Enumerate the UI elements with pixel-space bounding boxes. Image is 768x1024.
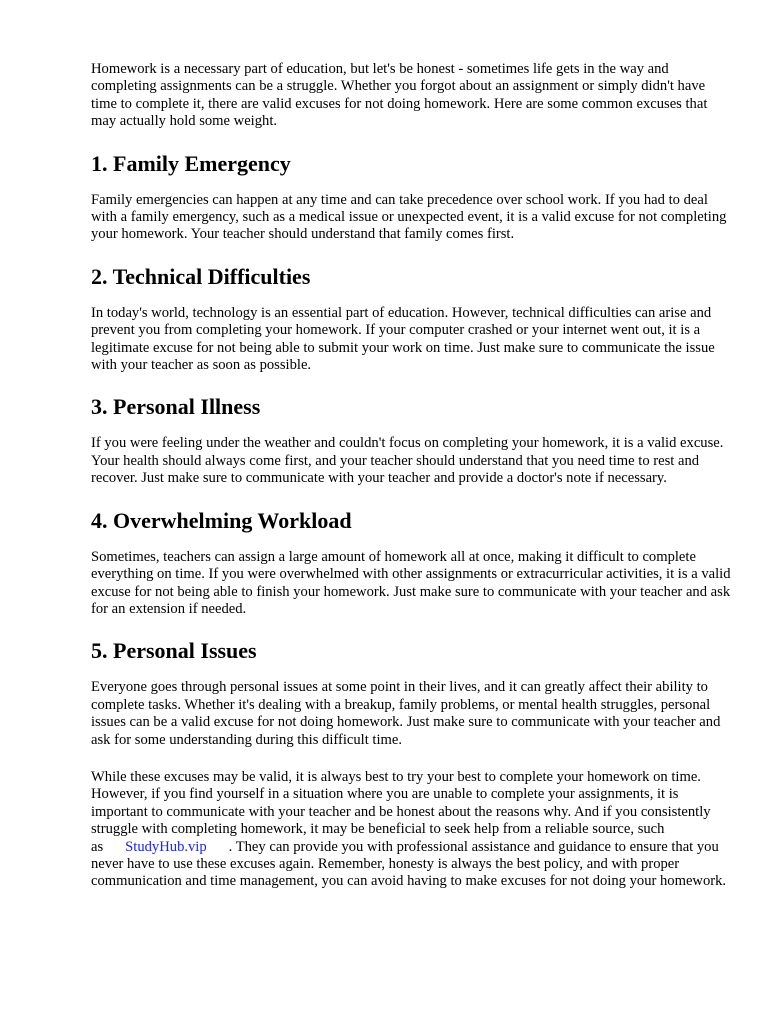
- section-body: If you were feeling under the weather and couldn't focus on completing your homework, it is a valid excuse. Your health should always come first, and your teacher should understand that you need time to rest and recover. Just make sure to communicate with your teacher and provide a doctor's note if necessary.: [91, 435, 724, 487]
- section-body: Family emergencies can happen at any time and can take precedence over school work. If you had to deal with a family emergency, such as a medical issue or unexpected event, it is a valid excuse for not completing your homework. Your teacher should understand that family comes first.: [91, 191, 727, 243]
- section-personal-issues: [91, 638, 731, 749]
- section-heading: 1. Family Emergency: [91, 150, 291, 176]
- section-heading: 4. Overwhelming Workload: [91, 507, 352, 533]
- section-personal-illness: [91, 394, 731, 487]
- section-overwhelming-workload: [91, 508, 731, 619]
- document-page: [91, 61, 731, 891]
- conclusion-paragraph: [91, 769, 731, 891]
- intro-paragraph: Homework is a necessary part of education, but let's be honest - sometimes life gets in the way and completing assignments can be a struggle. Whether you forgot about an assignment or simply didn't have time to complete it, there are valid excuses for not doing homework. Here are some common excuses that may actually hold some weight.: [91, 61, 708, 130]
- conclusion-text-after-link: . They can provide you with professional assistance and guidance to ensure that you never have to use these excuses again. Remember, honesty is always the best policy, and with proper communication and time management, you can avoid having to make excuses for not doing your homework.: [91, 838, 727, 890]
- section-family-emergency: [91, 151, 731, 244]
- section-body: Sometimes, teachers can assign a large amount of homework all at once, making it difficult to complete everything on time. If you were overwhelmed with other assignments or extracurricular activities, it is a valid excuse for not being able to finish your homework. Just make sure to communicate with your teacher and ask for an extension if needed.: [91, 548, 731, 617]
- section-body: In today's world, technology is an essential part of education. However, technical difficulties can arise and prevent you from completing your homework. If your computer crashed or your internet went out, it is a legitimate excuse for not being able to submit your work on time. Just make sure to communicate the issue with your teacher as soon as possible.: [91, 304, 715, 374]
- studyhub-link[interactable]: StudyHub.vip: [125, 838, 207, 855]
- section-heading: 3. Personal Illness: [91, 394, 261, 420]
- conclusion-text-before-link: While these excuses may be valid, it is always best to try your best to complete your homework on time. However, if you find yourself in a situation where you are unable to complete your assignments, it is important to communicate with your teacher and be honest about the reasons why. And if you consistently struggle with completing homework, it may be beneficial to seek help from a reliable source, such as: [91, 768, 711, 855]
- section-body: Everyone goes through personal issues at some point in their lives, and it can greatly affect their ability to complete tasks. Whether it's dealing with a breakup, family problems, or mental health struggles, personal issues can be a valid excuse for not doing homework. Just make sure to communicate with your teacher and ask for some understanding during this difficult time.: [91, 679, 721, 748]
- section-technical-difficulties: [91, 264, 731, 375]
- section-heading: 2. Technical Difficulties: [91, 263, 311, 289]
- section-heading: 5. Personal Issues: [91, 638, 257, 664]
